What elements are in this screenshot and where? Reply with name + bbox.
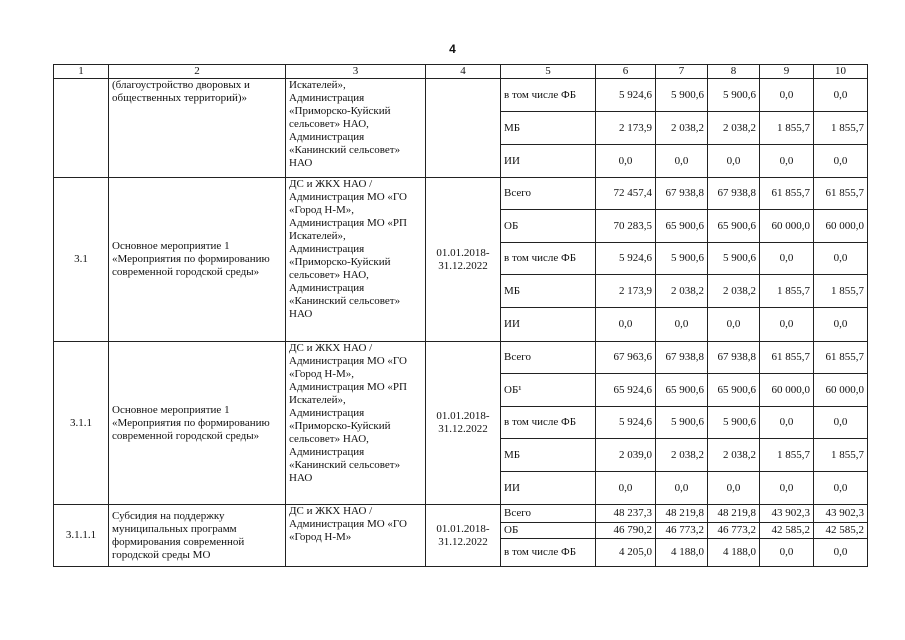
- funding-source: ОБ: [501, 523, 596, 539]
- funding-source: МБ: [501, 112, 596, 145]
- value-cell: 0,0: [708, 145, 760, 178]
- value-cell: 0,0: [814, 308, 868, 342]
- funding-source: Всего: [501, 505, 596, 523]
- value-cell: 67 938,8: [708, 342, 760, 374]
- value-cell: 2 173,9: [596, 275, 656, 308]
- funding-source: в том числе ФБ: [501, 407, 596, 439]
- value-cell: 5 900,6: [708, 79, 760, 112]
- value-cell: 5 900,6: [656, 243, 708, 275]
- value-cell: 4 188,0: [656, 539, 708, 567]
- funding-source: в том числе ФБ: [501, 539, 596, 567]
- value-cell: 5 900,6: [708, 243, 760, 275]
- value-cell: 61 855,7: [760, 342, 814, 374]
- col-header: 9: [760, 65, 814, 79]
- value-cell: 5 924,6: [596, 79, 656, 112]
- value-cell: 0,0: [596, 472, 656, 505]
- value-cell: 67 963,6: [596, 342, 656, 374]
- value-cell: 0,0: [760, 407, 814, 439]
- col-header: 7: [656, 65, 708, 79]
- value-cell: 48 237,3: [596, 505, 656, 523]
- table-row: [54, 342, 868, 374]
- value-cell: 0,0: [814, 539, 868, 567]
- activity-name: Основное мероприятие 1 «Мероприятия по формированию современной городской среды»: [109, 342, 286, 505]
- value-cell: 0,0: [656, 308, 708, 342]
- value-cell: 65 900,6: [708, 210, 760, 243]
- value-cell: 1 855,7: [814, 275, 868, 308]
- col-header: 2: [109, 65, 286, 79]
- col-header: 3: [286, 65, 426, 79]
- value-cell: 70 283,5: [596, 210, 656, 243]
- period: 01.01.2018-31.12.2022: [426, 342, 501, 505]
- col-header: 10: [814, 65, 868, 79]
- value-cell: 5 900,6: [708, 407, 760, 439]
- value-cell: 1 855,7: [760, 112, 814, 145]
- value-cell: 0,0: [760, 79, 814, 112]
- value-cell: 65 900,6: [708, 374, 760, 407]
- funding-source: в том числе ФБ: [501, 243, 596, 275]
- value-cell: 46 790,2: [596, 523, 656, 539]
- period: 01.01.2018-31.12.2022: [426, 505, 501, 567]
- col-header: 4: [426, 65, 501, 79]
- value-cell: 0,0: [760, 472, 814, 505]
- row-number: [54, 79, 109, 178]
- funding-source: МБ: [501, 275, 596, 308]
- value-cell: 2 038,2: [656, 439, 708, 472]
- value-cell: 2 039,0: [596, 439, 656, 472]
- responsible: Искателей», Администрация «Приморско-Куйский сельсовет» НАО, Администрация «Канинский сельсовет» НАО: [286, 79, 426, 178]
- value-cell: 2 038,2: [708, 275, 760, 308]
- value-cell: 5 900,6: [656, 407, 708, 439]
- value-cell: 2 038,2: [708, 439, 760, 472]
- value-cell: 4 205,0: [596, 539, 656, 567]
- value-cell: 2 038,2: [656, 112, 708, 145]
- value-cell: 43 902,3: [760, 505, 814, 523]
- value-cell: 60 000,0: [760, 374, 814, 407]
- value-cell: 0,0: [814, 145, 868, 178]
- row-number: 3.1.1: [54, 342, 109, 505]
- value-cell: 0,0: [656, 472, 708, 505]
- value-cell: 42 585,2: [814, 523, 868, 539]
- col-header: 6: [596, 65, 656, 79]
- value-cell: 67 938,8: [708, 178, 760, 210]
- row-number: 3.1: [54, 178, 109, 342]
- value-cell: 0,0: [760, 539, 814, 567]
- value-cell: 0,0: [814, 472, 868, 505]
- funding-source: ИИ: [501, 472, 596, 505]
- funding-source: Всего: [501, 178, 596, 210]
- table-row: [54, 79, 868, 112]
- value-cell: 0,0: [596, 145, 656, 178]
- table-row: [54, 505, 868, 523]
- value-cell: 43 902,3: [814, 505, 868, 523]
- value-cell: 2 038,2: [656, 275, 708, 308]
- col-header: 1: [54, 65, 109, 79]
- activity-name: Основное мероприятие 1 «Мероприятия по формированию современной городской среды»: [109, 178, 286, 342]
- funding-source: ИИ: [501, 308, 596, 342]
- value-cell: 65 900,6: [656, 374, 708, 407]
- responsible: ДС и ЖКХ НАО / Администрация МО «ГО «Город Н-М»: [286, 505, 426, 567]
- funding-source: ИИ: [501, 145, 596, 178]
- value-cell: 0,0: [708, 472, 760, 505]
- value-cell: 5 924,6: [596, 407, 656, 439]
- value-cell: 60 000,0: [760, 210, 814, 243]
- col-header: 8: [708, 65, 760, 79]
- value-cell: 2 173,9: [596, 112, 656, 145]
- value-cell: 0,0: [760, 145, 814, 178]
- col-header: 5: [501, 65, 596, 79]
- responsible: ДС и ЖКХ НАО / Администрация МО «ГО «Город Н-М», Администрация МО «РП Искателей», Администрация «Приморско-Куйский сельсовет» НАО, Администрация «Канинский сельсовет» НАО: [286, 178, 426, 342]
- value-cell: 0,0: [596, 308, 656, 342]
- value-cell: 67 938,8: [656, 178, 708, 210]
- value-cell: 1 855,7: [760, 439, 814, 472]
- value-cell: 60 000,0: [814, 210, 868, 243]
- value-cell: 65 900,6: [656, 210, 708, 243]
- value-cell: 61 855,7: [814, 178, 868, 210]
- value-cell: 46 773,2: [708, 523, 760, 539]
- value-cell: 61 855,7: [760, 178, 814, 210]
- value-cell: 0,0: [760, 308, 814, 342]
- value-cell: 42 585,2: [760, 523, 814, 539]
- value-cell: 48 219,8: [708, 505, 760, 523]
- value-cell: 0,0: [814, 79, 868, 112]
- value-cell: 1 855,7: [814, 439, 868, 472]
- value-cell: 1 855,7: [760, 275, 814, 308]
- funding-source: МБ: [501, 439, 596, 472]
- value-cell: 72 457,4: [596, 178, 656, 210]
- value-cell: 65 924,6: [596, 374, 656, 407]
- page-number: 4: [449, 42, 456, 56]
- header-row: [54, 65, 868, 79]
- row-number: 3.1.1.1: [54, 505, 109, 567]
- activity-name: (благоустройство дворовых и общественных территорий)»: [109, 79, 286, 178]
- table-row: [54, 178, 868, 210]
- responsible: ДС и ЖКХ НАО / Администрация МО «ГО «Город Н-М», Администрация МО «РП Искателей», Администрация «Приморско-Куйский сельсовет» НАО, Администрация «Канинский сельсовет» НАО: [286, 342, 426, 505]
- period: [426, 79, 501, 178]
- value-cell: 5 924,6: [596, 243, 656, 275]
- value-cell: 0,0: [814, 407, 868, 439]
- value-cell: 1 855,7: [814, 112, 868, 145]
- funding-source: ОБ: [501, 210, 596, 243]
- value-cell: 61 855,7: [814, 342, 868, 374]
- value-cell: 0,0: [708, 308, 760, 342]
- value-cell: 46 773,2: [656, 523, 708, 539]
- value-cell: 60 000,0: [814, 374, 868, 407]
- budget-table: [53, 64, 868, 567]
- activity-name: Субсидия на поддержку муниципальных программ формирования современной городской среды МО: [109, 505, 286, 567]
- value-cell: 48 219,8: [656, 505, 708, 523]
- funding-source: в том числе ФБ: [501, 79, 596, 112]
- value-cell: 2 038,2: [708, 112, 760, 145]
- funding-source: ОБ¹: [501, 374, 596, 407]
- value-cell: 0,0: [656, 145, 708, 178]
- period: 01.01.2018-31.12.2022: [426, 178, 501, 342]
- value-cell: 0,0: [814, 243, 868, 275]
- funding-source: Всего: [501, 342, 596, 374]
- value-cell: 5 900,6: [656, 79, 708, 112]
- value-cell: 4 188,0: [708, 539, 760, 567]
- value-cell: 0,0: [760, 243, 814, 275]
- value-cell: 67 938,8: [656, 342, 708, 374]
